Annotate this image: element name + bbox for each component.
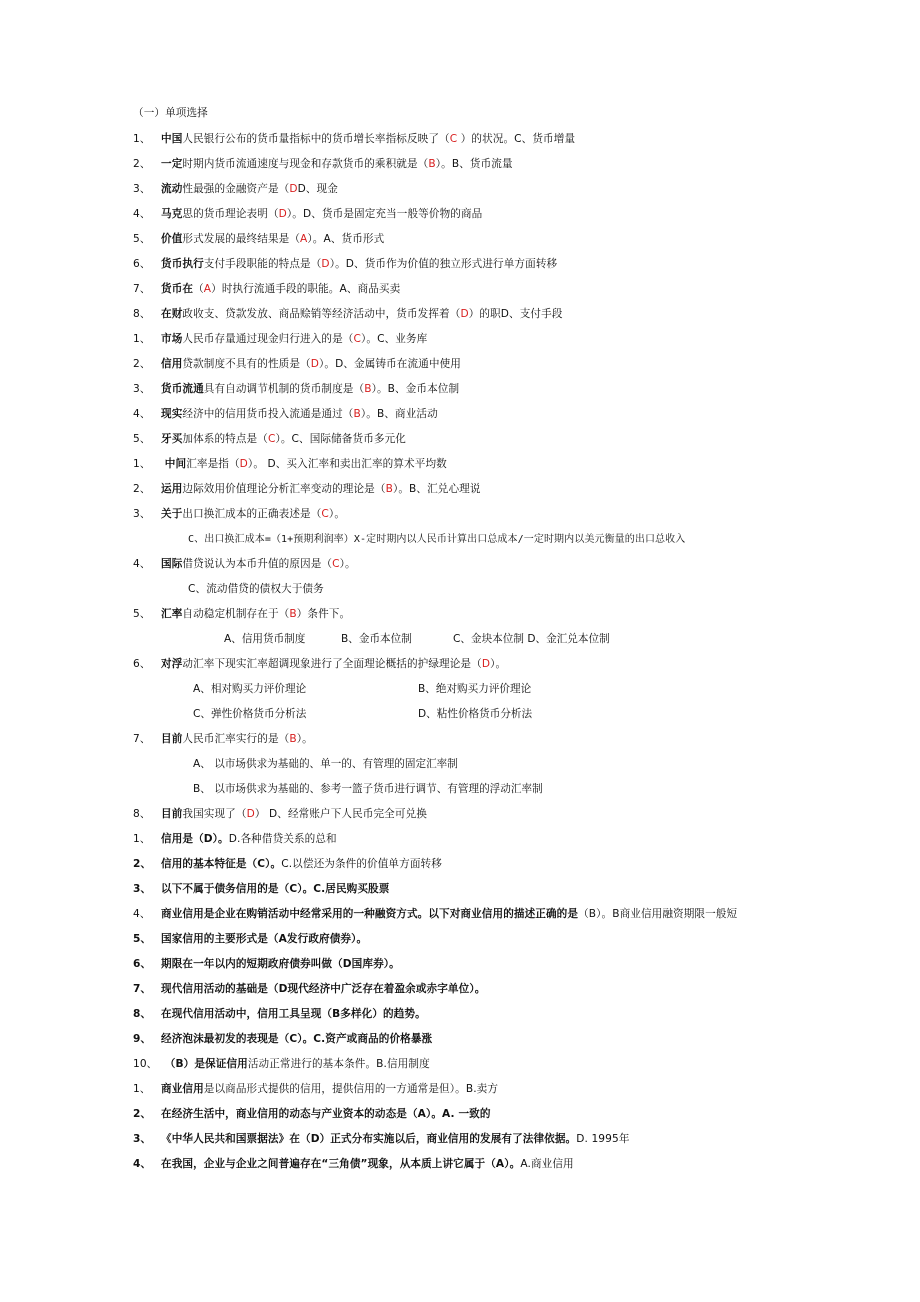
list-item: 3、 流动性最强的金融资产是（DD、现金: [133, 183, 338, 195]
list-item: 2、 一定时期内货币流通速度与现金和存款货币的乘积就是（B）。B、货币流量: [133, 158, 513, 170]
list-item: 4、 商业信用是企业在购销活动中经常采用的一种融资方式。以下对商业信用的描述正确的是（B）。B商业信用融资期限一般短: [133, 908, 738, 920]
list-item: 7、 货币在（A）时执行流通手段的职能。A、商品买卖: [133, 283, 401, 295]
list-item: 8、 在现代信用活动中，信用工具呈现（B多样化）的趋势。: [133, 1008, 426, 1020]
list-item: 5、 国家信用的主要形式是（A发行政府债券）。: [133, 933, 368, 945]
option-a: A、 以市场供求为基础的、单一的、有管理的固定汇率制: [193, 758, 458, 770]
list-item: 7、 现代信用活动的基础是（D现代经济中广泛存在着盈余或赤字单位）。: [133, 983, 486, 995]
list-item: 2、 信用贷款制度不具有的性质是（D）。D、金属铸币在流通中使用: [133, 358, 461, 370]
list-item: 1、 市场人民币存量通过现金归行进入的是（C）。C、业务库: [133, 333, 428, 345]
option-b: B、金币本位制: [341, 633, 412, 645]
option-a: A、相对购买力评价理论: [193, 683, 307, 695]
list-item: 1、 中国人民银行公布的货币量指标中的货币增长率指标反映了（C ）的状况。C、货币增量: [133, 133, 576, 145]
list-item: 2、 运用边际效用价值理论分析汇率变动的理论是（B）。B、汇兑心理说: [133, 483, 481, 495]
list-item: 6、 期限在一年以内的短期政府债券叫做（D国库券）。: [133, 958, 400, 970]
list-item: 5、 价值形式发展的最终结果是（A）。A、货币形式: [133, 233, 385, 245]
list-item-subline: C、流动借贷的债权大于债务: [188, 583, 324, 595]
list-item: 8、 在财政收支、贷款发放、商品赊销等经济活动中，货币发挥着（D）的职D、支付手段: [133, 308, 563, 320]
list-item: 2、 信用的基本特征是（C）。C.以偿还为条件的价值单方面转移: [133, 858, 442, 870]
list-item: 1、 商业信用是以商品形式提供的信用，提供信用的一方通常是但）。B.卖方: [133, 1083, 499, 1095]
list-item: 3、 货币流通具有自动调节机制的货币制度是（B）。B、金币本位制: [133, 383, 460, 395]
list-item: 5、 汇率自动稳定机制存在于（B）条件下。: [133, 608, 351, 620]
option-c: C、弹性价格货币分析法: [193, 708, 307, 720]
option-d: D、粘性价格货币分析法: [418, 708, 533, 720]
option-b: B、 以市场供求为基础的、参考一篮子货币进行调节、有管理的浮动汇率制: [193, 783, 543, 795]
list-item: 4、 现实经济中的信用货币投入流通是通过（B）。B、商业活动: [133, 408, 438, 420]
list-item: 1、 信用是（D）。D.各种借贷关系的总和: [133, 833, 337, 845]
list-item: 3、 以下不属于债务信用的是（C）。C.居民购买股票: [133, 883, 390, 895]
list-item: 6、 货币执行支付手段职能的特点是（D）。D、货币作为价值的独立形式进行单方面转移: [133, 258, 558, 270]
section-heading: （一）单项选择: [133, 107, 208, 119]
list-item: 7、 目前人民币汇率实行的是（B）。: [133, 733, 313, 745]
list-item: 4、 马克思的货币理论表明（D）。D、货币是固定充当一般等价物的商品: [133, 208, 483, 220]
list-item: 8、 目前我国实现了（D） D、经常账户下人民币完全可兑换: [133, 808, 427, 820]
list-item: 6、 对浮动汇率下现实汇率超调现象进行了全面理论概括的护绿理论是（D）。: [133, 658, 507, 670]
list-item: 3、 《中华人民共和国票据法》在（D）正式分布实施以后，商业信用的发展有了法律依据。D. 1995年: [133, 1133, 630, 1145]
list-item-subline: C、出口换汇成本=（1+预期利润率）X-定时期内以人民币计算出口总成本/一定时期内以美元衡量的出口总收入: [188, 534, 686, 545]
list-item: 5、 牙买加体系的特点是（C）。C、国际储备货币多元化: [133, 433, 406, 445]
list-item: 3、 关于出口换汇成本的正确表述是（C）。: [133, 508, 346, 520]
option-cd: C、金块本位制 D、金汇兑本位制: [453, 633, 610, 645]
list-item: 4、 国际借贷说认为本币升值的原因是（C）。: [133, 558, 356, 570]
list-item: 1、 中间汇率是指（D）。 D、买入汇率和卖出汇率的算术平均数: [133, 458, 447, 470]
list-item: 2、 在经济生活中，商业信用的动态与产业资本的动态是（A）。A. 一致的: [133, 1108, 491, 1120]
list-item: 4、 在我国，企业与企业之间普遍存在“三角债”现象，从本质上讲它属于（A）。A.商业信用: [133, 1158, 574, 1170]
list-item: 10、 （B）是保证信用活动正常进行的基本条件。B.信用制度: [133, 1058, 430, 1070]
option-b: B、绝对购买力评价理论: [418, 683, 532, 695]
option-a: A、信用货币制度: [224, 633, 306, 645]
list-item: 9、 经济泡沫最初发的表现是（C）。C.资产或商品的价格暴涨: [133, 1033, 433, 1045]
